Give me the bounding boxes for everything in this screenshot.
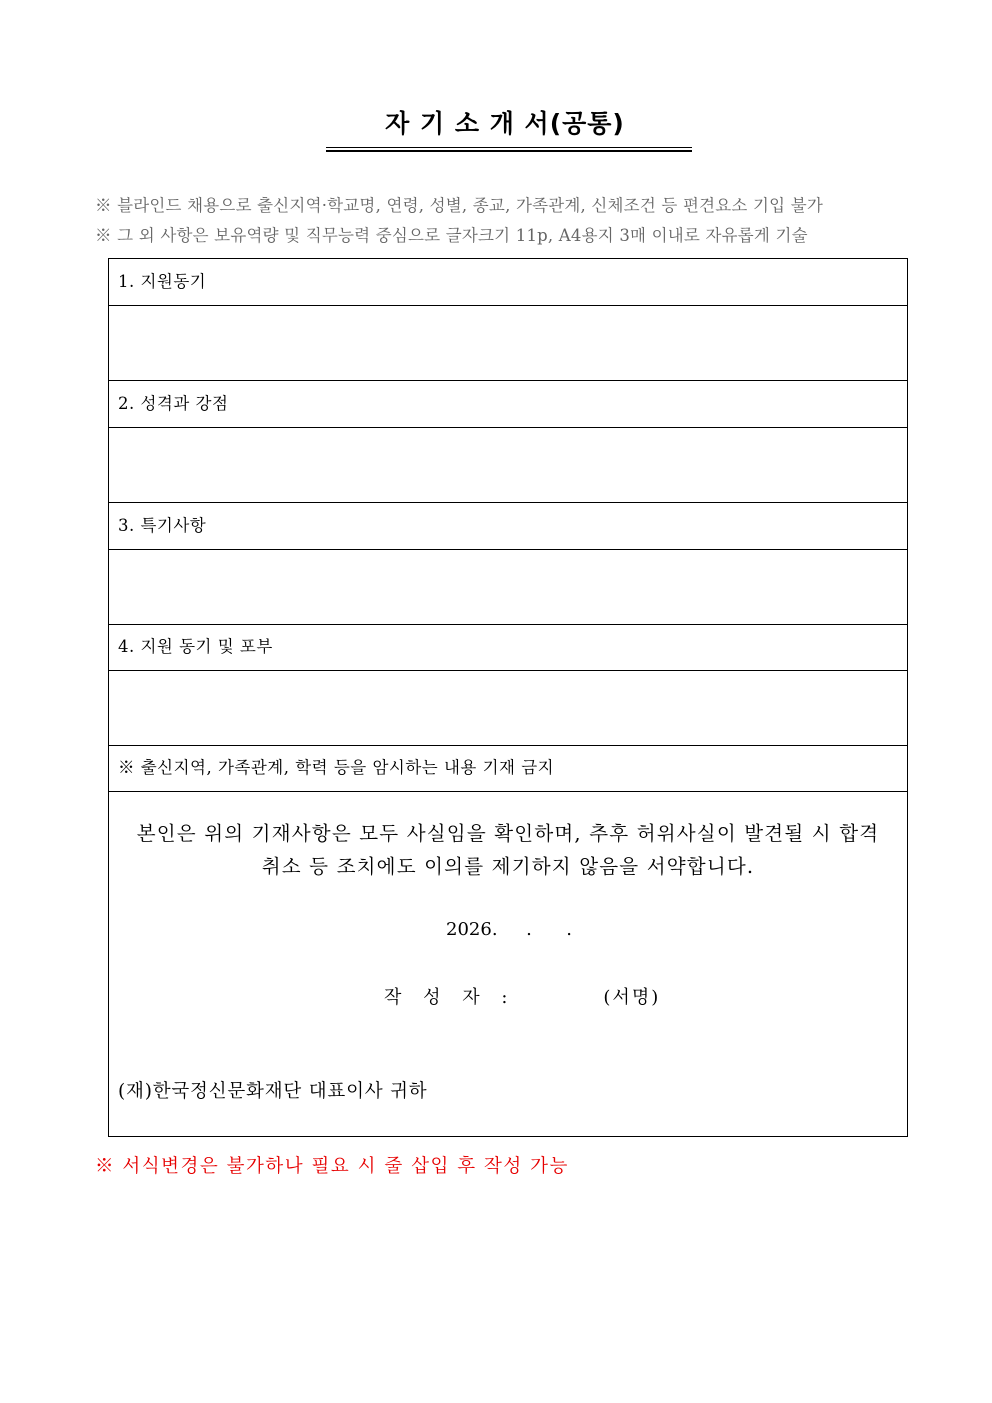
signature-line — [384, 983, 660, 1009]
section-header-motivation: 1. 지원동기 — [109, 259, 907, 306]
section-input-aspiration[interactable] — [109, 671, 907, 746]
section-header-aspiration: 4. 지원 동기 및 포부 — [109, 624, 907, 671]
notice-blind-recruitment: ※ 블라인드 채용으로 출신지역·학교명, 연령, 성별, 종교, 가족관계, 신체조건 등 편견요소 기입 불가 — [95, 196, 823, 215]
section-input-special-notes[interactable] — [109, 550, 907, 625]
section-input-personality[interactable] — [109, 428, 907, 503]
declaration-block — [109, 791, 907, 1136]
warning-row: ※ 출신지역, 가족관계, 학력 등을 암시하는 내용 기재 금지 — [109, 745, 907, 792]
title-double-underline — [326, 147, 692, 152]
date-field[interactable]: 2026. . . — [446, 919, 572, 940]
declaration-line-2: 취소 등 조치에도 이의를 제기하지 않음을 서약합니다. — [261, 855, 755, 878]
signer-label: 작 성 자 : — [384, 987, 516, 1008]
declaration-text — [109, 817, 907, 883]
addressee: (재)한국정신문화재단 대표이사 귀하 — [118, 1081, 428, 1102]
section-header-special-notes: 3. 특기사항 — [109, 503, 907, 550]
section-input-motivation[interactable] — [109, 306, 907, 381]
notice-writing-guideline: ※ 그 외 사항은 보유역량 및 직무능력 중심으로 글자크기 11p, A4용지 3매 이내로 자유롭게 기술 — [95, 226, 808, 245]
signature-field[interactable]: (서명) — [603, 987, 661, 1008]
form-modification-footnote: ※ 서식변경은 불가하나 필요 시 줄 삽입 후 작성 가능 — [95, 1156, 569, 1177]
section-header-personality: 2. 성격과 강점 — [109, 381, 907, 428]
declaration-line-1: 본인은 위의 기재사항은 모두 사실임을 확인하며, 추후 허위사실이 발견될 시 합격 — [136, 822, 880, 845]
self-introduction-form — [108, 258, 908, 1137]
page-title: 자 기 소 개 서(공통) — [385, 109, 625, 138]
